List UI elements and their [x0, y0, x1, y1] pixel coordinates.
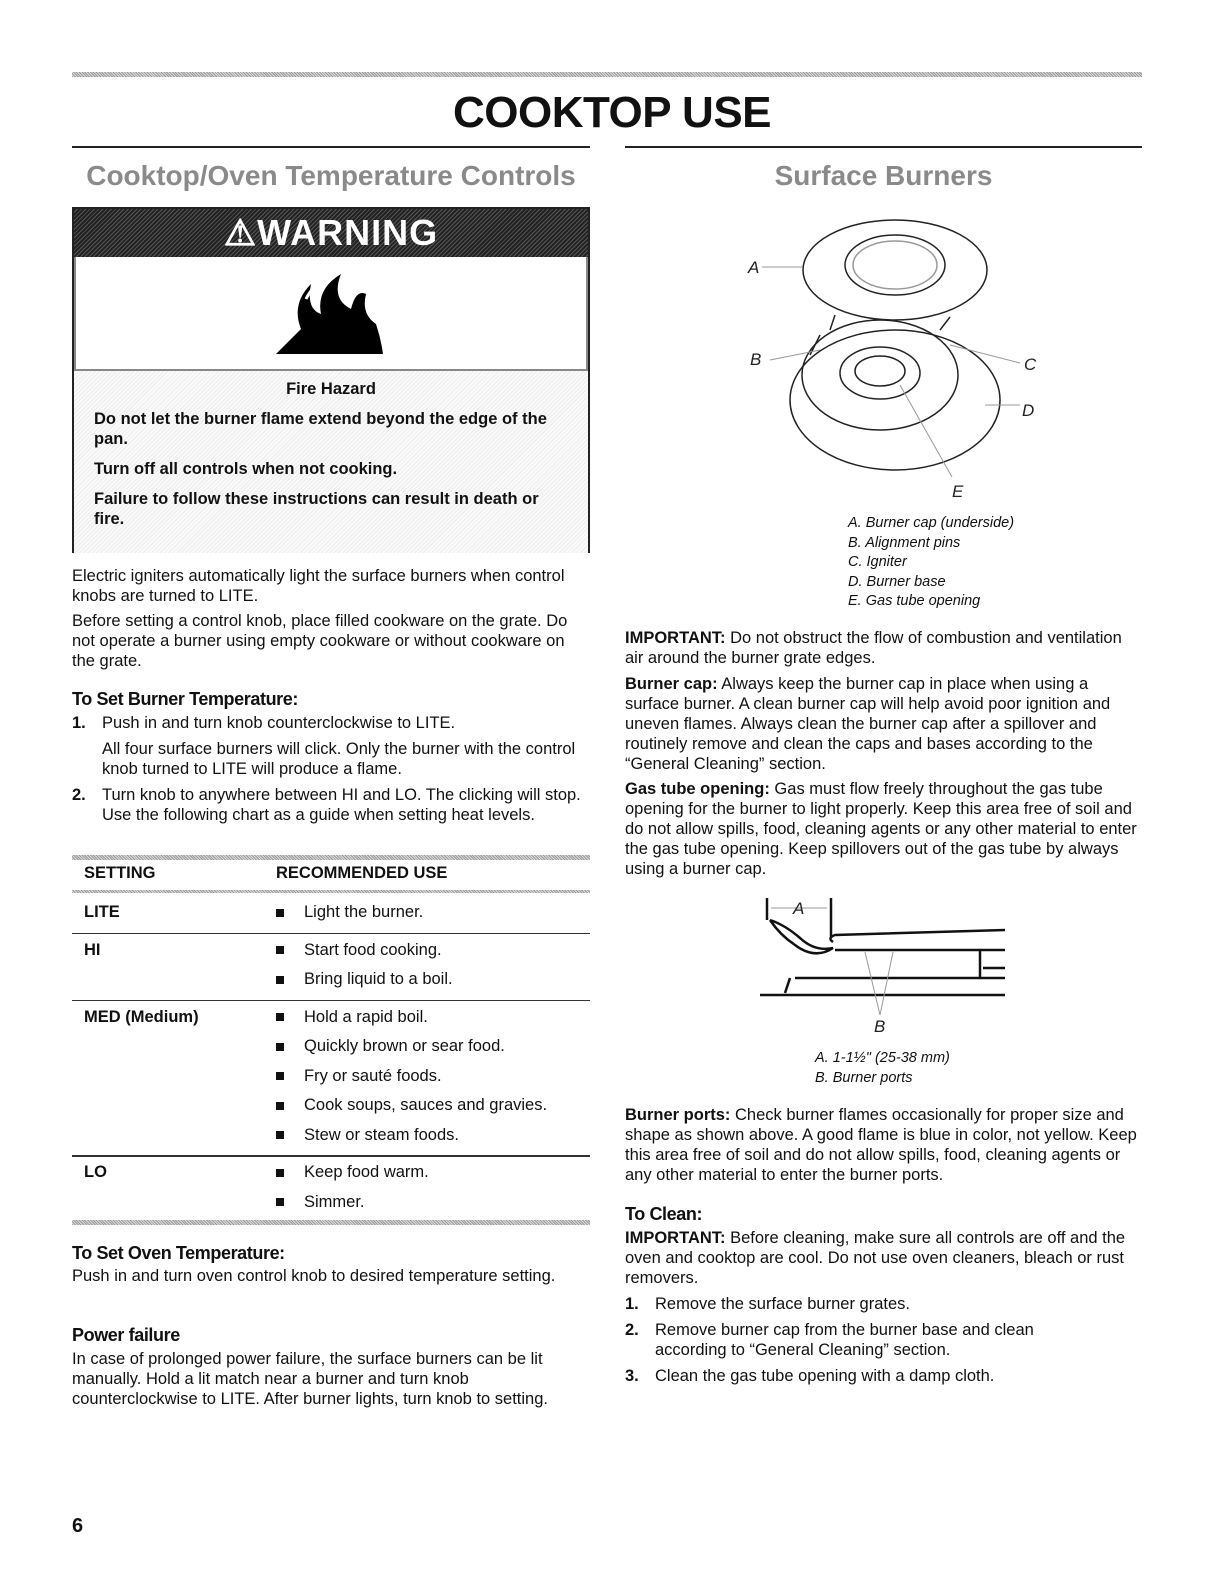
warning-line: Failure to follow these instructions can result in death or fire. [94, 490, 539, 528]
bullet-icon [276, 946, 284, 954]
step-number: 3. [625, 1367, 639, 1385]
clean-important [625, 1228, 1140, 1288]
bullet-icon [276, 1198, 284, 1206]
use-item [276, 1193, 365, 1212]
section-heading-controls: Cooktop/Oven Temperature Controls [86, 160, 576, 191]
use-item [276, 941, 442, 960]
burner-temp-steps [72, 713, 587, 831]
bullet-icon [276, 1013, 284, 1021]
label: Burner cap: [625, 675, 718, 693]
use-item [276, 970, 453, 989]
use-item [276, 1067, 442, 1086]
bullet-icon [276, 1131, 284, 1139]
table-top-bar [72, 855, 590, 860]
gas-tube-paragraph [625, 779, 1140, 879]
oven-temp-heading: To Set Oven Temperature: [72, 1243, 285, 1263]
label: Burner ports: [625, 1106, 731, 1124]
caption: A. 1-1½" (25-38 mm) [815, 1050, 950, 1066]
use-text: Stew or steam foods. [304, 1125, 459, 1144]
important-note [625, 628, 1140, 668]
power-failure-text: In case of prolonged power failure, the surface burners can be lit manually. Hold a lit match near a burner and turn knob counterclockwise to LITE. After burner lights, turn knob to setting. [72, 1350, 548, 1408]
burner-temp-heading: To Set Burner Temperature: [72, 689, 298, 709]
clean-steps [625, 1294, 1095, 1392]
section-heading-burners: Surface Burners [774, 160, 993, 191]
page-number: 6 [72, 1515, 84, 1537]
use-text: Hold a rapid boil. [304, 1007, 428, 1026]
use-text: Light the burner. [304, 903, 424, 921]
use-item [276, 1008, 428, 1027]
warning-text [74, 371, 588, 553]
row-divider [72, 1000, 590, 1002]
use-item [276, 1037, 505, 1056]
warning-box [72, 207, 590, 553]
page-title: COOKTOP USE [452, 88, 772, 137]
table-bottom-bar [72, 1220, 590, 1225]
setting-cell: HI [84, 940, 101, 959]
label-a: A [793, 899, 805, 918]
to-clean-heading: To Clean: [625, 1204, 703, 1224]
burner-cap-paragraph [625, 674, 1140, 774]
step-note: All four surface burners will click. Only the burner with the control knob turned to LITE will produce a flame. [102, 740, 576, 778]
left-rule [72, 146, 590, 148]
use-item [276, 903, 423, 922]
bullet-icon [276, 1102, 284, 1110]
diagram-captions [848, 514, 1014, 612]
warning-line: Do not let the burner flame extend beyond the edge of the pan. [94, 410, 547, 448]
step-text: Remove burner cap from the burner base and clean according to “General Cleaning” section. [655, 1321, 1034, 1359]
column-header: SETTING [84, 864, 156, 882]
setting-cell: LITE [84, 903, 120, 921]
label: IMPORTANT: [625, 629, 726, 647]
text: Before cleaning, make sure all controls are off and the oven and cooktop are cool. Do not use oven cleaners, bleach or rust removers. [625, 1229, 1126, 1287]
intro-paragraph: Electric igniters automatically light the surface burners when control knobs are turned to LITE. [72, 567, 565, 605]
text: Always keep the burner cap in place when using a surface burner. A clean burner cap will help avoid poor ignition and uneven flames. Always clean the burner cap after a spillover and routinely remove and clean the caps and bases according to the “General Cleaning” section. [625, 675, 1111, 773]
text: Check burner flames occasionally for proper size and shape as shown above. A good flame is blue in color, not yellow. Keep this area free of soil and do not allow spills, food, cleaning agents or any other material to enter the burner ports. [625, 1106, 1137, 1184]
power-failure-heading: Power failure [72, 1325, 180, 1345]
fire-icon [74, 257, 588, 371]
table-header-bar [72, 890, 590, 893]
step-text: Push in and turn knob counterclockwise to LITE. [102, 714, 456, 732]
burner-exploded-diagram [740, 205, 1050, 505]
bullet-icon [276, 1043, 284, 1051]
use-text: Keep food warm. [304, 1163, 429, 1181]
step-text: Remove the surface burner grates. [655, 1295, 910, 1313]
caption: B. Burner ports [815, 1069, 913, 1086]
use-item [276, 1126, 459, 1145]
bullet-icon [276, 909, 284, 917]
warning-header [74, 209, 588, 257]
diagram-captions [815, 1049, 950, 1088]
text: Do not obstruct the flow of combustion and ventilation air around the burner grate edges. [625, 629, 1122, 667]
hazard-title: Fire Hazard [286, 380, 376, 398]
step-text: Turn knob to anywhere between HI and LO. The clicking will stop. Use the following chart as a guide when setting heat levels. [102, 786, 581, 824]
label-a: A [748, 258, 760, 277]
label: IMPORTANT: [625, 1229, 726, 1247]
use-item [276, 1096, 547, 1115]
use-text: Quickly brown or sear food. [304, 1037, 505, 1055]
bullet-icon [276, 976, 284, 984]
oven-temp-text: Push in and turn oven control knob to desired temperature setting. [72, 1267, 556, 1285]
setting-cell: LO [84, 1163, 107, 1181]
warning-label: WARNING [257, 212, 439, 253]
step-number: 2. [625, 1321, 639, 1339]
step-number: 1. [72, 714, 86, 732]
row-divider [72, 1155, 590, 1157]
column-header: RECOMMENDED USE [276, 864, 448, 882]
table-header [72, 864, 590, 886]
bullet-icon [276, 1169, 284, 1177]
burner-flame-diagram [755, 890, 1015, 1040]
caption: E. Gas tube opening [848, 593, 981, 609]
caption: A. Burner cap (underside) [848, 515, 1015, 531]
use-text: Cook soups, sauces and gravies. [304, 1096, 548, 1114]
label-b: B [874, 1017, 886, 1036]
right-rule [625, 146, 1142, 148]
caption: B. Alignment pins [848, 534, 961, 551]
use-text: Bring liquid to a boil. [304, 970, 453, 988]
step-number: 1. [625, 1295, 639, 1313]
use-item [276, 1163, 429, 1182]
use-text: Simmer. [304, 1192, 365, 1211]
top-divider [72, 72, 1142, 77]
use-text: Start food cooking. [304, 940, 442, 959]
use-text: Fry or sauté foods. [304, 1066, 442, 1085]
setting-cell: MED (Medium) [84, 1007, 199, 1026]
bullet-icon [276, 1072, 284, 1080]
step-number: 2. [72, 786, 86, 804]
warning-triangle-icon: ⚠ [223, 212, 258, 253]
burner-ports-paragraph [625, 1105, 1140, 1185]
warning-line: Turn off all controls when not cooking. [94, 460, 398, 478]
step-text: Clean the gas tube opening with a damp cloth. [655, 1367, 995, 1385]
caption: C. Igniter [848, 554, 907, 570]
text: Gas must flow freely throughout the gas tube opening for the burner to light properly. Keep this area free of soil and do not allow spills, food, cleaning agents or any other material to enter the gas tube opening. Keep spillovers out of the gas tube by always using a burner cap. [625, 780, 1137, 878]
label-b: B [750, 350, 762, 369]
label-e: E [952, 482, 964, 501]
label: Gas tube opening: [625, 780, 770, 798]
row-divider [72, 933, 590, 935]
intro-paragraph: Before setting a control knob, place filled cookware on the grate. Do not operate a burner using empty cookware or without cookware on the grate. [72, 612, 568, 670]
caption: D. Burner base [848, 573, 946, 590]
label-c: C [1024, 355, 1037, 374]
label-d: D [1022, 401, 1035, 420]
